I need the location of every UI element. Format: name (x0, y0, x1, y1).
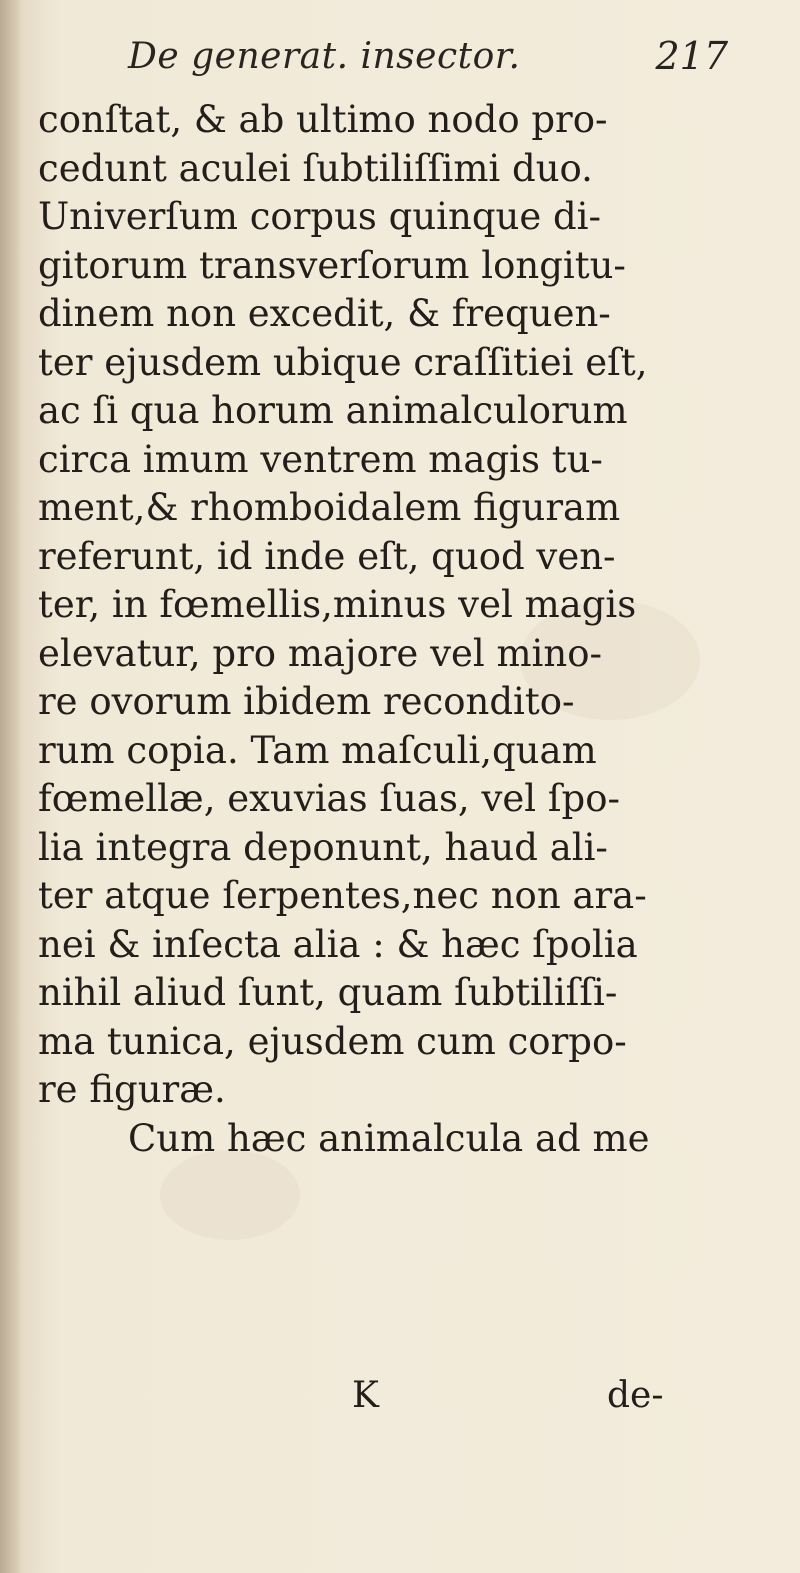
text-line: re ovorum ibidem recondito- (38, 680, 575, 723)
page-gutter-shadow (0, 0, 22, 1573)
text-line: conſtat, & ab ultimo nodo pro- (38, 98, 608, 141)
catchword: de- (607, 1375, 664, 1416)
running-title: De generat. insector. (128, 36, 521, 77)
text-line: dinem non excedit, & frequen- (38, 292, 611, 335)
text-line: Univerſum corpus quinque di- (38, 195, 602, 238)
paragraph-start-line: Cum hæc animalcula ad me (128, 1116, 650, 1160)
text-line: referunt, id inde eſt, quod ven- (38, 534, 616, 578)
text-line: nihil aliud ſunt, quam ſubtiliſſi- (38, 971, 618, 1014)
text-line: rum copia. Tam maſculi,quam (38, 728, 597, 772)
text-line: ac ſi qua horum animalculorum (38, 389, 628, 432)
body-text (38, 96, 778, 1163)
text-line: ter, in fœmellis,minus vel magis (38, 583, 637, 626)
text-line: ment,& rhomboidalem figuram (38, 486, 621, 529)
text-line: re figuræ. (38, 1068, 226, 1111)
text-line: ma tunica, ejusdem cum corpo- (38, 1019, 627, 1063)
text-line: lia integra deponunt, haud ali- (38, 825, 608, 869)
page-footer (0, 1375, 800, 1435)
paper-stain (160, 1150, 300, 1240)
signature-mark: K (352, 1375, 379, 1416)
page-number: 217 (655, 34, 728, 78)
page-header (128, 30, 728, 90)
text-line: fœmellæ, exuvias ſuas, vel ſpo- (38, 777, 621, 820)
text-line: circa imum ventrem magis tu- (38, 437, 603, 481)
text-line: cedunt aculei ſubtiliſſimi duo. (38, 146, 593, 190)
text-line: nei & inſecta alia : & hæc ſpolia (38, 922, 638, 966)
text-line: ter atque ſerpentes,nec non ara- (38, 874, 647, 917)
text-line: gitorum transverſorum longitu- (38, 243, 626, 287)
text-line: ter ejusdem ubique craſſitiei eſt, (38, 340, 648, 384)
text-line: elevatur, pro majore vel mino- (38, 631, 602, 675)
